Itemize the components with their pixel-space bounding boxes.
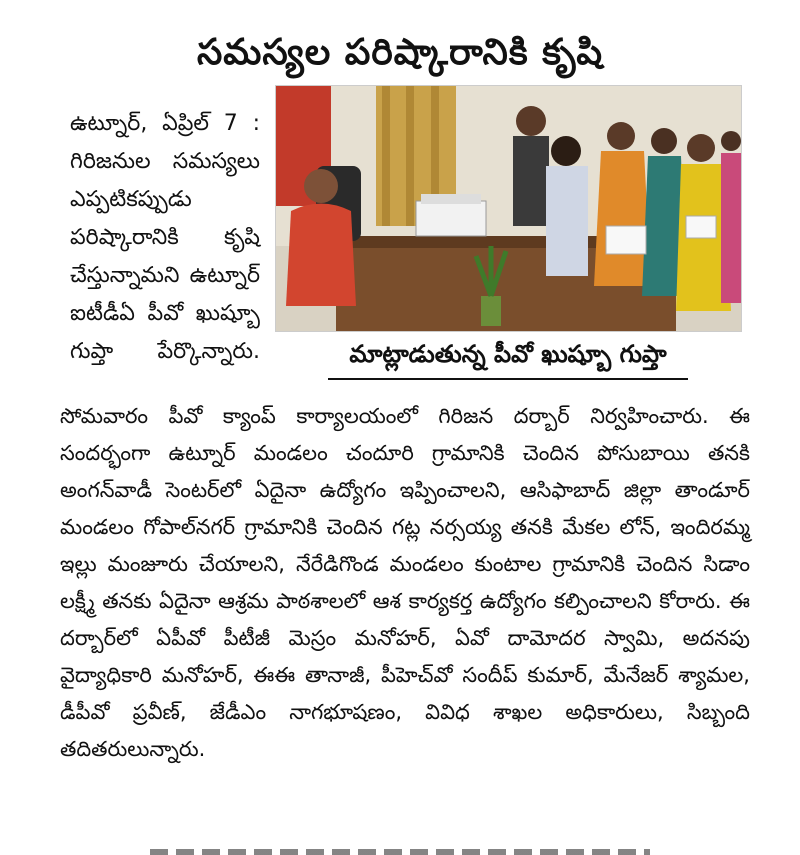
lead-paragraph-column	[70, 105, 260, 371]
photo-illustration	[276, 86, 741, 331]
next-headline-cutoff	[150, 843, 650, 855]
lead-paragraph: ఉట్నూర్, ఏప్రిల్ 7 : గిరిజనుల సమస్యలు ఎప్పటికప్పుడు పరిష్కారానికి కృషి చేస్తున్నామని ఉట్నూర్ ఐటీడీఏ పీవో ఖుష్బూ గుప్తా పేర్కొన్నారు.	[70, 111, 260, 364]
article-body	[60, 398, 750, 768]
photo-caption: మాట్లాడుతున్న పీవో ఖుష్బూ గుప్తా	[328, 340, 688, 380]
body-paragraph: సోమవారం పీవో క్యాంప్ కార్యాలయంలో గిరిజన దర్బార్ నిర్వహించారు. ఈ సందర్భంగా ఉట్నూర్ మండలం చందూరి గ్రామానికి చెందిన పోసుబాయి తనకి అంగన్‌వాడీ సెంటర్‌లో ఏదైనా ఉద్యోగం ఇప్పించాలని, ఆసిఫాబాద్ జిల్లా తాండూర్ మండలం గోపాల్‌నగర్ గ్రామానికి చెందిన గట్ల నర్సయ్య తనకి మేకల లోన్, ఇందిరమ్మ ఇల్లు మంజూరు చేయాలని, నేరేడిగొండ మండలం కుంటాల గ్రామానికి చెందిన సిడాం లక్ష్మీ తనకు ఏదైనా ఆశ్రమ పాఠశాలలో ఆశ కార్యకర్త ఉద్యోగం కల్పించాలని కోరారు. ఈ దర్బార్‌లో ఏపీవో పీటీజీ మెస్రం మనోహర్, ఏవో దామోదర స్వామి, అదనపు వైద్యాధికారి మనోహర్, ఈఈ తానాజీ, పీహెచ్‌వో సందీప్ కుమార్, మేనేజర్ శ్యామల, డీపీవో ప్రవీణ్, జేడీఎం నాగభూషణం, వివిధ శాఖల అధికారులు, సిబ్బంది తదితరులున్నారు.	[60, 404, 750, 761]
article-headline: సమస్యల పరిష్కారానికి కృషి	[196, 32, 604, 74]
news-photo	[275, 85, 742, 332]
